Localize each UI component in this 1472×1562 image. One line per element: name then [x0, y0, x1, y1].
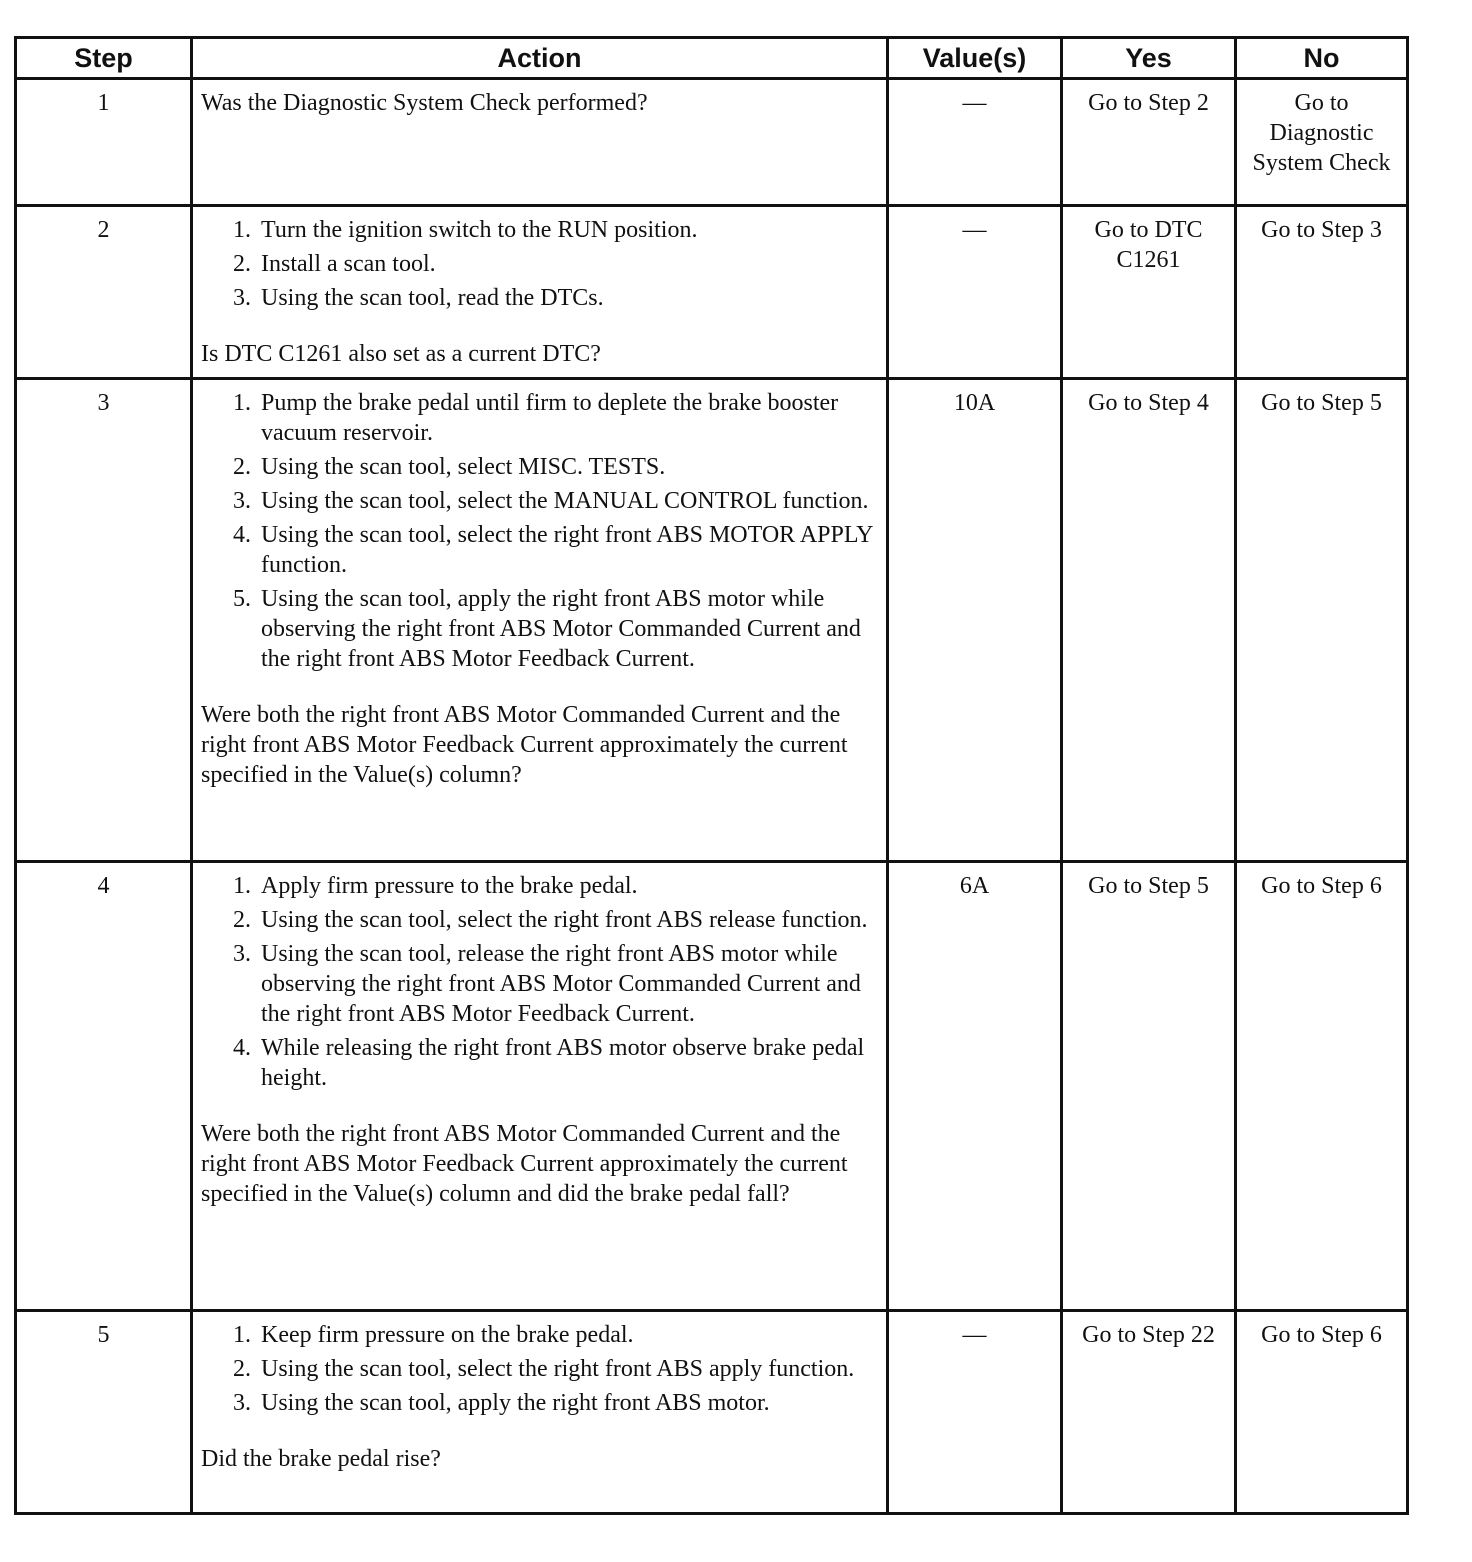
action-item: 2. Using the scan tool, select the right front ABS apply function. — [257, 1354, 878, 1384]
action-list — [201, 215, 878, 313]
action-cell — [192, 862, 888, 1311]
table-row — [16, 79, 1408, 206]
action-list — [201, 388, 878, 674]
no-cell: Go to Step 6 — [1236, 862, 1408, 1311]
step-number: 1 — [16, 79, 192, 206]
yes-cell: Go to DTC C1261 — [1062, 206, 1236, 379]
step-number: 2 — [16, 206, 192, 379]
value-cell: — — [888, 206, 1062, 379]
no-cell: Go to Diagnostic System Check — [1236, 79, 1408, 206]
action-item: 2. Using the scan tool, select the right front ABS release function. — [257, 905, 878, 935]
table-row — [16, 862, 1408, 1311]
action-item: 4. While releasing the right front ABS motor observe brake pedal height. — [257, 1033, 878, 1093]
step-number: 4 — [16, 862, 192, 1311]
action-item: 1. Apply firm pressure to the brake pedal. — [257, 871, 878, 901]
no-cell: Go to Step 6 — [1236, 1311, 1408, 1514]
yes-cell: Go to Step 5 — [1062, 862, 1236, 1311]
diagnostic-table — [14, 36, 1409, 1515]
action-cell — [192, 379, 888, 862]
action-item: 1. Pump the brake pedal until firm to deplete the brake booster vacuum reservoir. — [257, 388, 878, 448]
action-item: 1. Keep firm pressure on the brake pedal. — [257, 1320, 878, 1350]
table-row — [16, 1311, 1408, 1514]
table-row — [16, 206, 1408, 379]
yes-cell: Go to Step 4 — [1062, 379, 1236, 862]
header-no: No — [1236, 38, 1408, 79]
action-item: 3. Using the scan tool, select the MANUAL CONTROL function. — [257, 486, 878, 516]
action-item: 5. Using the scan tool, apply the right front ABS motor while observing the right front ABS Motor Commanded Current and the right front ABS Motor Feedback Current. — [257, 584, 878, 674]
value-cell: — — [888, 1311, 1062, 1514]
header-step: Step — [16, 38, 192, 79]
no-cell: Go to Step 5 — [1236, 379, 1408, 862]
action-item: 2. Install a scan tool. — [257, 249, 878, 279]
action-item: 3. Using the scan tool, apply the right front ABS motor. — [257, 1388, 878, 1418]
action-question: Were both the right front ABS Motor Commanded Current and the right front ABS Motor Feedback Current approximately the current specified in the Value(s) column? — [201, 702, 848, 788]
action-question: Did the brake pedal rise? — [201, 1446, 441, 1472]
action-cell — [192, 1311, 888, 1514]
no-cell: Go to Step 3 — [1236, 206, 1408, 379]
action-item: 4. Using the scan tool, select the right front ABS MOTOR APPLY function. — [257, 520, 878, 580]
header-row — [16, 38, 1408, 79]
action-item: 2. Using the scan tool, select MISC. TESTS. — [257, 452, 878, 482]
yes-cell: Go to Step 22 — [1062, 1311, 1236, 1514]
value-cell: 10A — [888, 379, 1062, 862]
value-cell: — — [888, 79, 1062, 206]
action-cell — [192, 79, 888, 206]
action-item: 3. Using the scan tool, read the DTCs. — [257, 283, 878, 313]
step-number: 3 — [16, 379, 192, 862]
action-cell — [192, 206, 888, 379]
header-yes: Yes — [1062, 38, 1236, 79]
header-value: Value(s) — [888, 38, 1062, 79]
action-question: Were both the right front ABS Motor Commanded Current and the right front ABS Motor Feedback Current approximately the current specified in the Value(s) column and did the brake pedal fall? — [201, 1121, 848, 1207]
step-number: 5 — [16, 1311, 192, 1514]
action-question: Is DTC C1261 also set as a current DTC? — [201, 341, 601, 367]
action-item: 3. Using the scan tool, release the right front ABS motor while observing the right front ABS Motor Commanded Current and the right front ABS Motor Feedback Current. — [257, 939, 878, 1029]
yes-cell: Go to Step 2 — [1062, 79, 1236, 206]
action-item: 1. Turn the ignition switch to the RUN position. — [257, 215, 878, 245]
value-cell: 6A — [888, 862, 1062, 1311]
action-list — [201, 1320, 878, 1418]
action-list — [201, 871, 878, 1093]
action-question: Was the Diagnostic System Check performed? — [201, 90, 648, 116]
table-row — [16, 379, 1408, 862]
header-action: Action — [192, 38, 888, 79]
